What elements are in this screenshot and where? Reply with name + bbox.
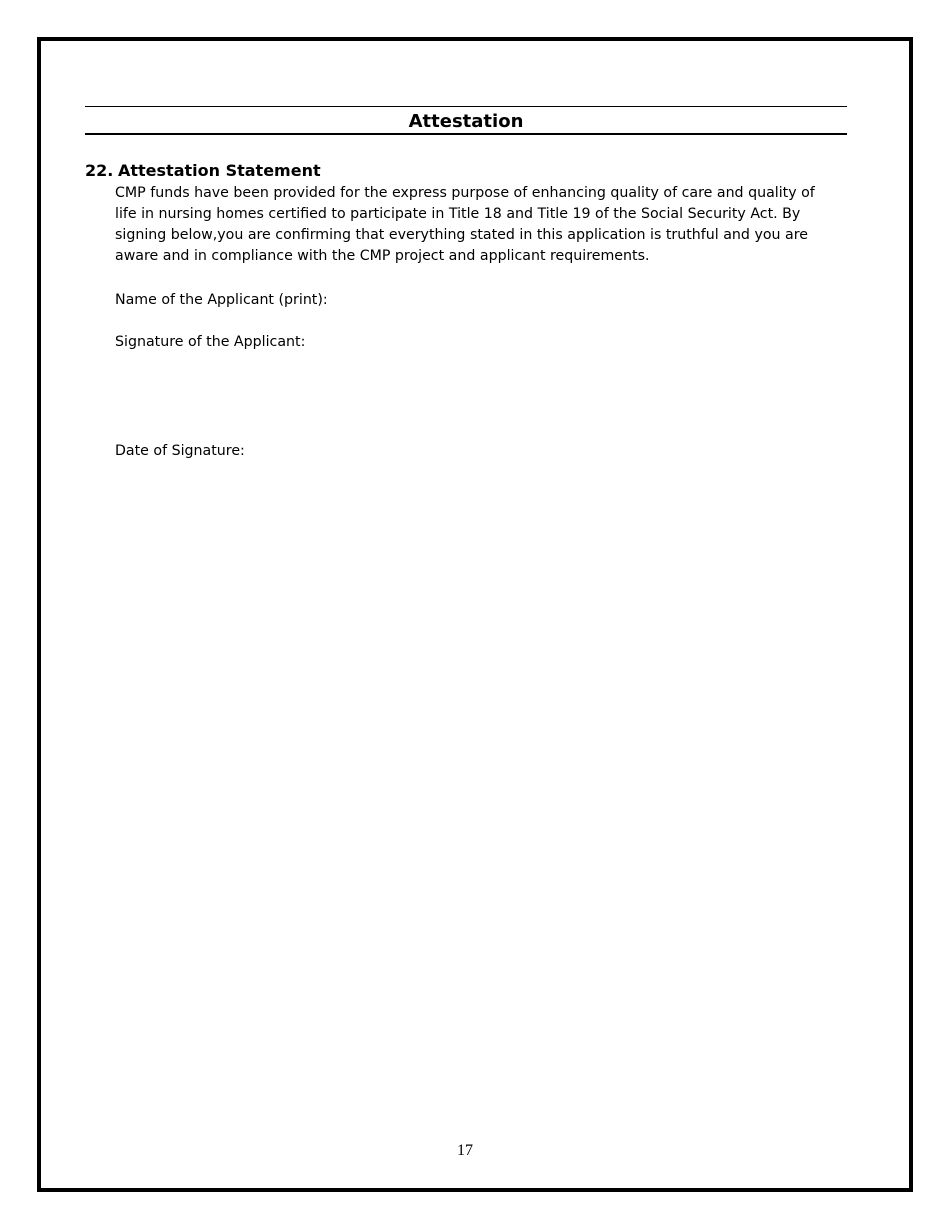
attestation-statement: CMP funds have been provided for the express purpose of enhancing quality of care and quality of life in nursing homes certified to participate in Title 18 and Title 19 of the Social Security Act. By signing below,you are confirming that everything stated in this application is truthful and you are aware and in compliance with the CMP project and applicant requirements. [115,185,815,264]
page-number: 17 [457,1142,473,1159]
applicant-name-label: Name of the Applicant (print): [115,292,328,308]
item-heading [85,160,321,182]
item-heading-text: Attestation Statement [118,161,321,180]
signature-label: Signature of the Applicant: [115,334,306,350]
date-label: Date of Signature: [115,443,245,459]
item-number: 22. [85,161,114,180]
title-rule-bottom [85,133,847,135]
section-title: Attestation [408,111,524,132]
title-rule-top [85,106,847,107]
